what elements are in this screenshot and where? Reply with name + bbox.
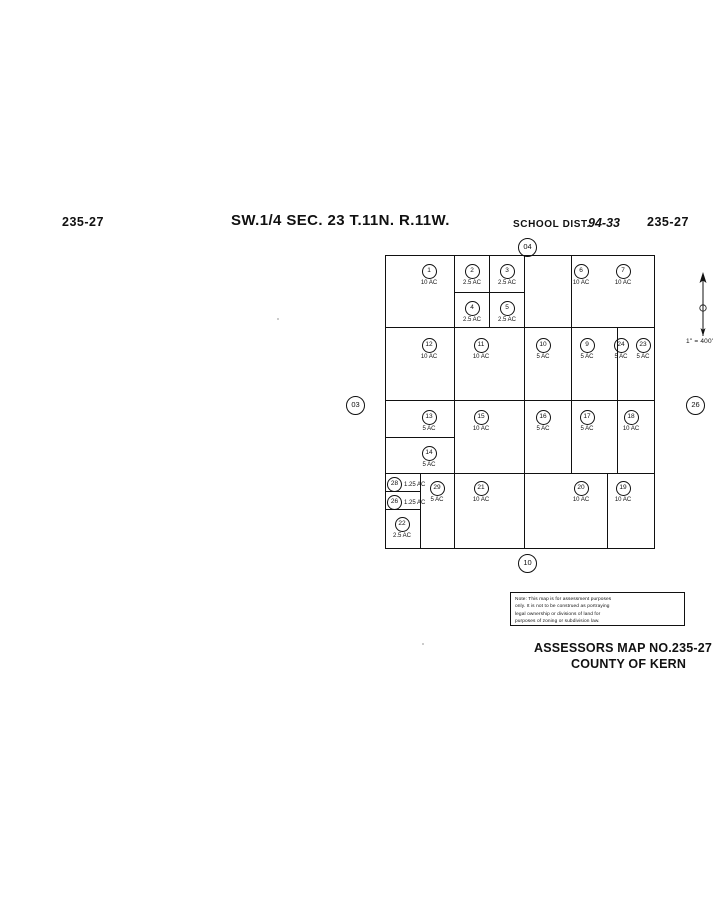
section-callout-top: 04 xyxy=(518,238,537,257)
parcel-20: 20 10 AC xyxy=(571,481,591,503)
row1-div-3 xyxy=(524,255,525,327)
parcel-24: 24 5 AC xyxy=(611,338,631,360)
tier-line-2 xyxy=(385,400,655,401)
parcel-29: 29 5 AC xyxy=(427,481,447,503)
scan-speck xyxy=(277,318,279,320)
tier-line-1 xyxy=(385,327,655,328)
school-district-label: SCHOOL DIST. xyxy=(513,219,591,230)
parcel-7: 7 10 AC xyxy=(613,264,633,286)
row2-div-3 xyxy=(571,327,572,400)
header-left-code: 235-27 xyxy=(62,215,104,229)
parcel-3: 3 2.5 AC xyxy=(496,264,518,286)
note-line-1: Note: This map is for assessment purposes xyxy=(515,597,612,602)
disclaimer-note-box xyxy=(510,592,685,626)
footer-map-number: ASSESSORS MAP NO.235-27 xyxy=(534,641,713,655)
row3-split-h xyxy=(385,437,454,438)
school-district-value: 94-33 xyxy=(588,216,620,230)
row3-div-4 xyxy=(617,400,618,473)
parcel-5: 5 2.5 AC xyxy=(496,301,518,323)
section-callout-bottom: 10 xyxy=(518,554,537,573)
row3-div-3 xyxy=(571,400,572,473)
parcel-22: 22 2.5 AC xyxy=(391,517,413,539)
parcel-map xyxy=(385,255,655,549)
row3-div-2 xyxy=(524,400,525,473)
row2-div-2 xyxy=(524,327,525,400)
map-border-top xyxy=(385,255,655,256)
parcel-15: 15 10 AC xyxy=(471,410,491,432)
row1-div-2 xyxy=(489,255,490,327)
north-arrow-icon xyxy=(690,270,716,340)
note-line-3: legal ownership or divisions of land for xyxy=(515,611,601,617)
parcel-19: 19 10 AC xyxy=(613,481,633,503)
parcel-23: 23 5 AC xyxy=(633,338,653,360)
parcel-11: 11 10 AC xyxy=(471,338,491,360)
map-border-bottom xyxy=(385,548,655,549)
map-scale-label: 1" = 400' xyxy=(686,338,714,345)
row3-div-1 xyxy=(454,400,455,473)
parcel-16: 16 5 AC xyxy=(533,410,553,432)
page-title: SW.1/4 SEC. 23 T.11N. R.11W. xyxy=(231,212,450,229)
parcel-1: 1 10 AC xyxy=(419,264,439,286)
parcel-13: 13 5 AC xyxy=(419,410,439,432)
scan-speck xyxy=(422,643,424,645)
note-line-2: only. It is not to be construed as portraying xyxy=(515,604,610,610)
parcel-14: 14 5 AC xyxy=(419,446,439,468)
row1-split-h xyxy=(454,292,524,293)
section-callout-left: 03 xyxy=(346,396,365,415)
parcel-26: 26 1.25 AC xyxy=(387,495,425,510)
parcel-28: 28 1.25 AC xyxy=(387,477,425,492)
note-line-4: purposes of zoning or subdivision law. xyxy=(515,619,600,625)
row4-div-3 xyxy=(524,473,525,549)
row4-div-4 xyxy=(607,473,608,549)
map-border-right xyxy=(654,255,655,549)
parcel-2: 2 2.5 AC xyxy=(461,264,483,286)
parcel-9: 9 5 AC xyxy=(577,338,597,360)
parcel-18: 18 10 AC xyxy=(621,410,641,432)
map-border-left xyxy=(385,255,386,549)
footer-county: COUNTY OF KERN xyxy=(571,657,687,671)
parcel-12: 12 10 AC xyxy=(419,338,439,360)
row4-div-2 xyxy=(454,473,455,549)
parcel-17: 17 5 AC xyxy=(577,410,597,432)
row1-div-1 xyxy=(454,255,455,327)
row2-div-1 xyxy=(454,327,455,400)
parcel-21: 21 10 AC xyxy=(471,481,491,503)
section-callout-right: 26 xyxy=(686,396,705,415)
parcel-6: 6 10 AC xyxy=(571,264,591,286)
parcel-4: 4 2.5 AC xyxy=(461,301,483,323)
tier-line-3 xyxy=(385,473,655,474)
parcel-10: 10 5 AC xyxy=(533,338,553,360)
header-right-code: 235-27 xyxy=(647,215,689,229)
